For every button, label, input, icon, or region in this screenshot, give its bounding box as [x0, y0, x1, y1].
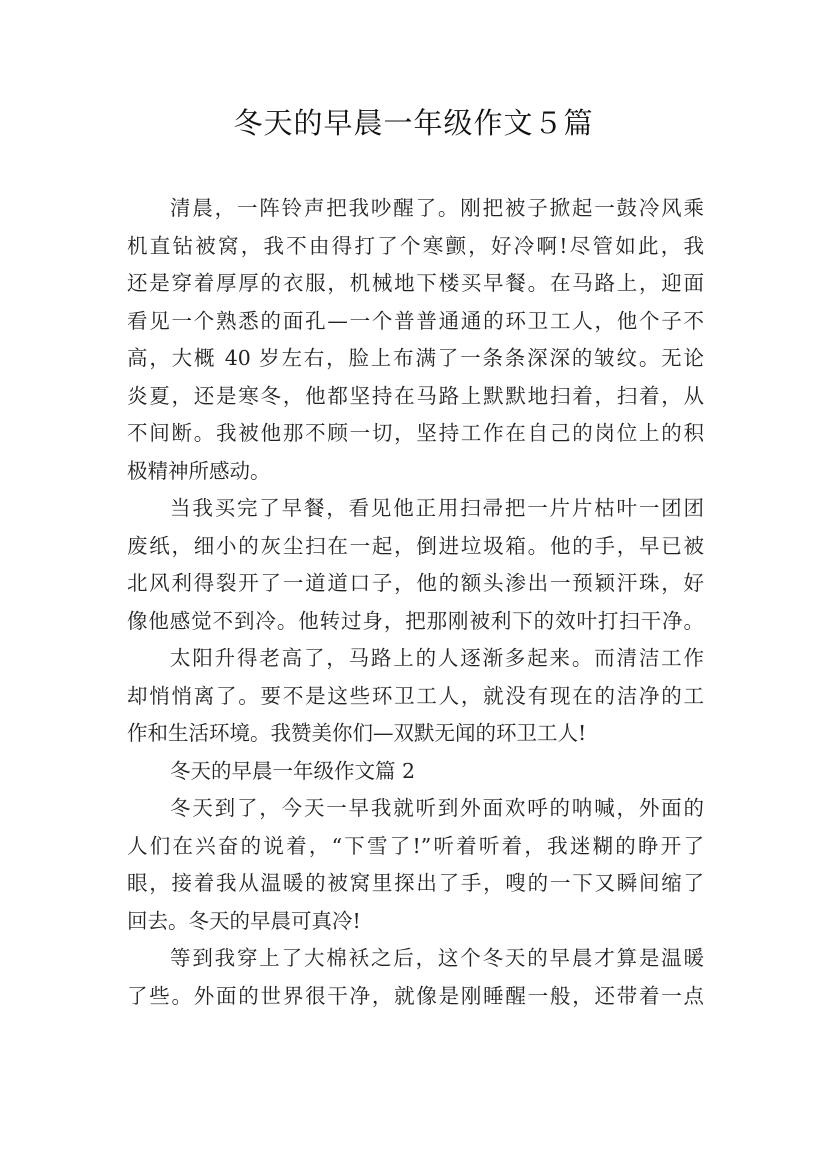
- text-line: 人们在兴奋的说着，“下雪了!”听着听着，我迷糊的睁开了: [127, 833, 704, 858]
- text-line: 却悄悄离了。要不是这些环卫工人，就没有现在的洁净的工: [127, 683, 704, 708]
- text-line: 冬天到了，今天一早我就听到外面欢呼的呐喊，外面的: [170, 796, 704, 820]
- text-line: 机直钻被窝，我不由得打了个寒颤，好冷啊!尽管如此，我: [127, 233, 704, 258]
- text-line: 炎夏，还是寒冬，他都坚持在马路上默默地扫着，扫着，从: [127, 383, 704, 408]
- text-line: 作和生活环境。我赞美你们—双默无闻的环卫工人!: [127, 721, 587, 745]
- text-line: 冬天的早晨一年级作文篇 2: [170, 758, 416, 783]
- text-line: 太阳升得老高了，马路上的人逐渐多起来。而清洁工作: [170, 646, 704, 670]
- document-title: 冬天的早晨一年级作文５篇: [233, 106, 594, 140]
- text-line: 不间断。我被他那不顾一切，坚持工作在自己的岗位上的积: [127, 421, 704, 445]
- text-line: 极精神所感动。: [127, 458, 271, 483]
- text-line: 了些。外面的世界很干净，就像是刚睡醒一般，还带着一点: [127, 983, 704, 1008]
- text-line: 看见一个熟悉的面孔—一个普普通通的环卫工人，他个子不: [127, 308, 704, 333]
- text-line: 高，大概 40 岁左右，脸上布满了一条条深深的皱纹。无论: [127, 346, 704, 370]
- document-body: [127, 190, 704, 1015]
- text-line: 还是穿着厚厚的衣服，机械地下楼买早餐。在马路上，迎面: [127, 271, 704, 295]
- text-line: 等到我穿上了大棉袄之后，这个冬天的早晨才算是温暖: [170, 946, 704, 970]
- text-line: 清晨，一阵铃声把我吵醒了。刚把被子掀起一鼓冷风乘: [170, 196, 704, 220]
- text-line: 废纸，细小的灰尘扫在一起，倒进垃圾箱。他的手，早已被: [127, 533, 704, 558]
- text-line: 北风利得裂开了一道道口子，他的额头渗出一预颖汗珠，好: [127, 571, 704, 595]
- text-line: 像他感觉不到冷。他转过身，把那刚被利下的效叶打扫干净。: [127, 608, 704, 633]
- text-line: 眼，接着我从温暖的被窝里探出了手，嗖的一下又瞬间缩了: [127, 871, 704, 895]
- text-line: 回去。冬天的早晨可真冷!: [127, 908, 361, 933]
- text-line: 当我买完了早餐，看见他正用扫帚把一片片枯叶一团团: [170, 496, 704, 520]
